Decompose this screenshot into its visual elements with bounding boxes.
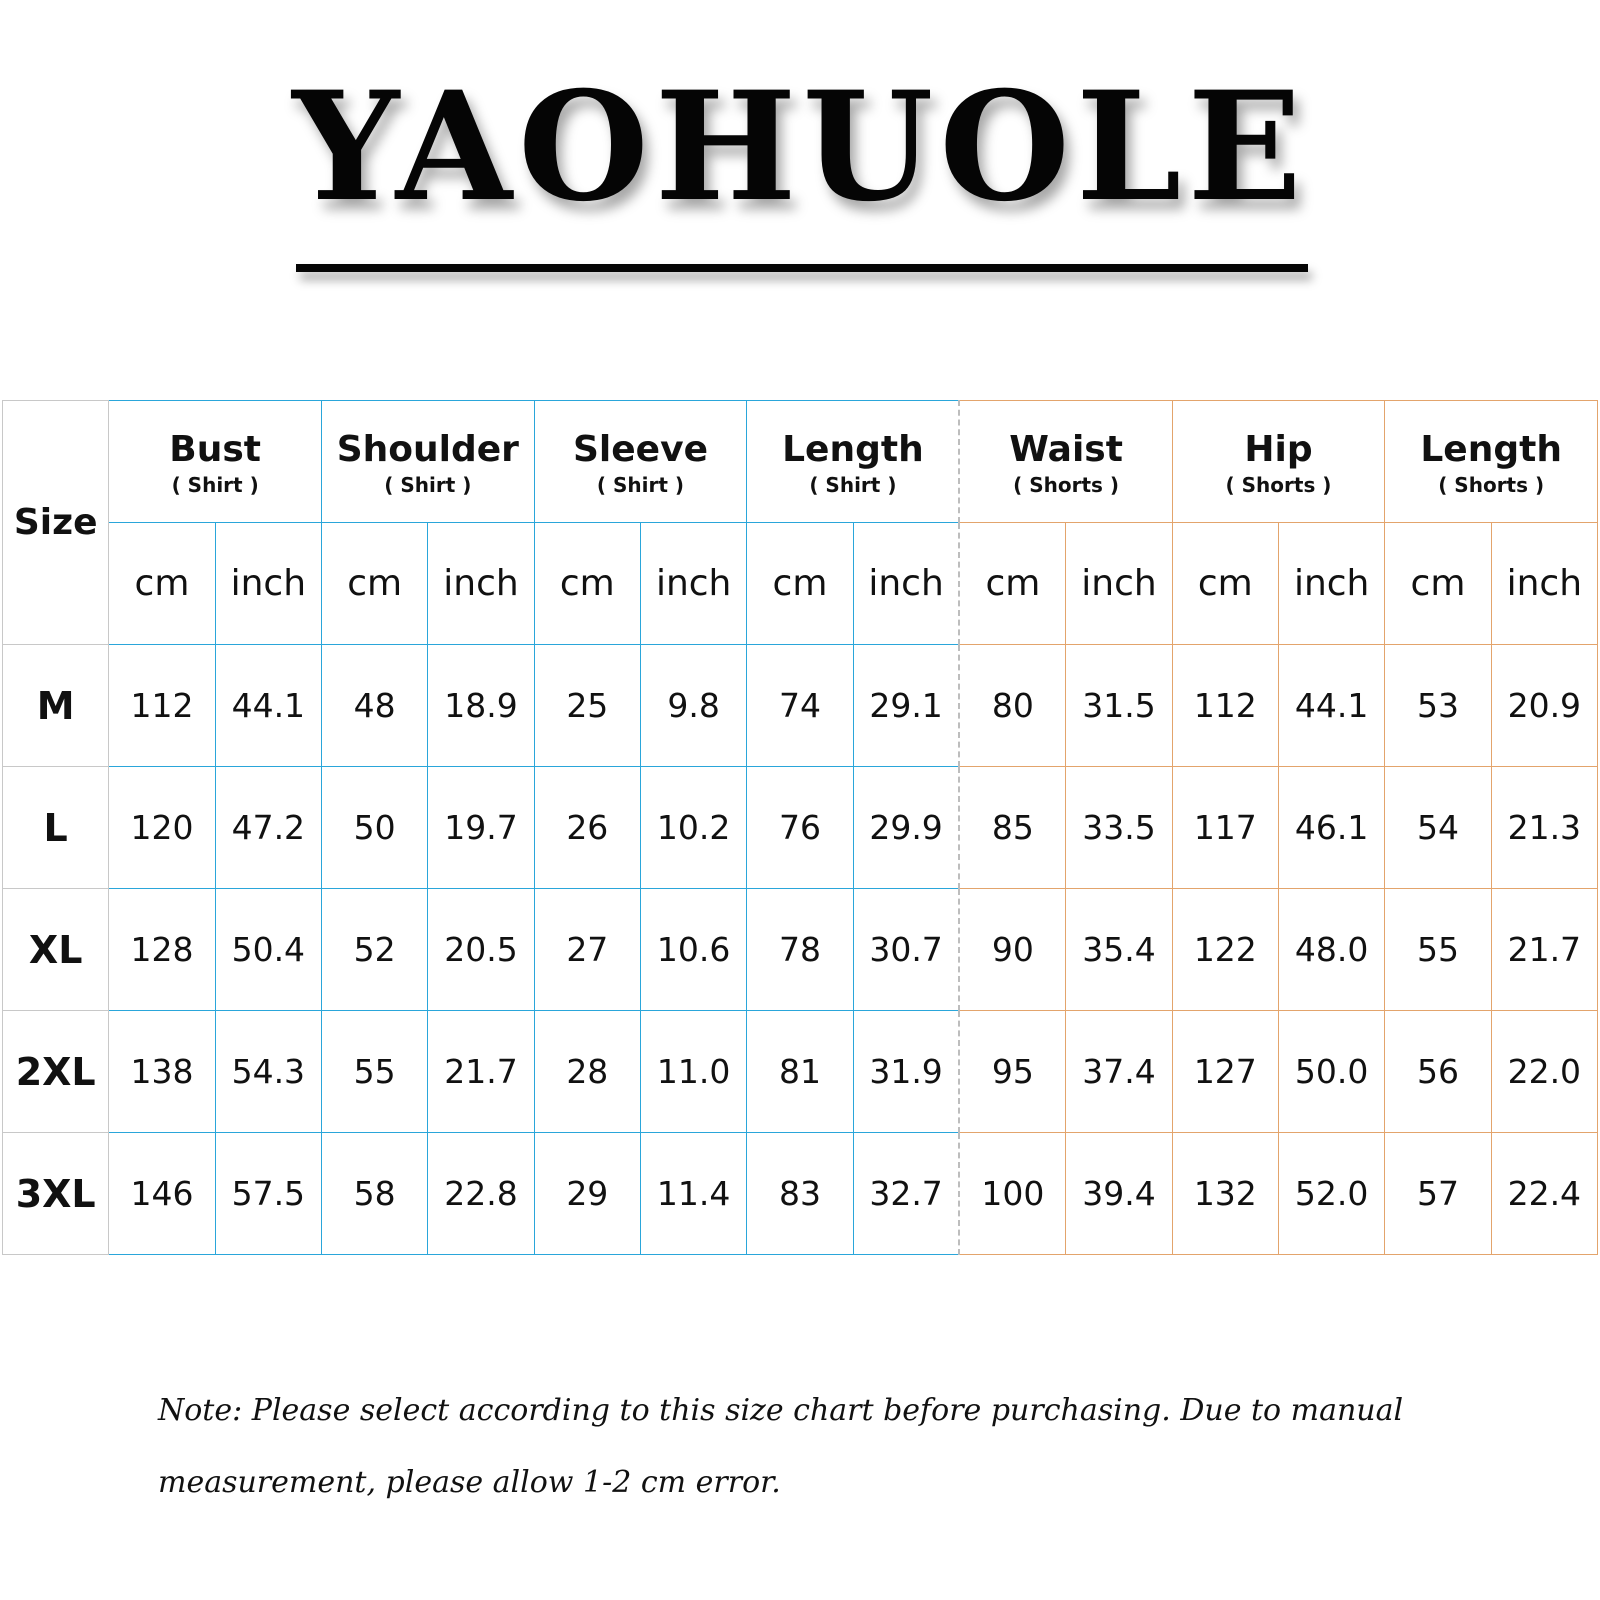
table-cell: 18.9: [428, 645, 534, 767]
unit-header-inch: inch: [1066, 523, 1172, 645]
table-cell: 11.0: [640, 1011, 746, 1133]
table-cell: 53: [1385, 645, 1491, 767]
table-row: [3, 1133, 1598, 1255]
table-cell: 76: [747, 767, 853, 889]
table-cell: 30.7: [853, 889, 959, 1011]
unit-header-row: [3, 523, 1598, 645]
table-cell: 37.4: [1066, 1011, 1172, 1133]
group-title: Shoulder: [336, 428, 519, 470]
table-cell: 48.0: [1278, 889, 1384, 1011]
table-cell: 57: [1385, 1133, 1491, 1255]
group-subtitle: ( Shorts ): [1013, 472, 1120, 497]
table-cell: 55: [321, 1011, 427, 1133]
table-cell: 74: [747, 645, 853, 767]
table-cell: 29: [534, 1133, 640, 1255]
table-cell: 57.5: [215, 1133, 321, 1255]
size-label: 3XL: [3, 1133, 109, 1255]
table-cell: 28: [534, 1011, 640, 1133]
table-cell: 31.9: [853, 1011, 959, 1133]
table-cell: 127: [1172, 1011, 1278, 1133]
group-title: Waist: [1009, 428, 1123, 470]
table-cell: 146: [109, 1133, 215, 1255]
table-cell: 44.1: [215, 645, 321, 767]
table-cell: 78: [747, 889, 853, 1011]
table-cell: 52.0: [1278, 1133, 1384, 1255]
group-title: Sleeve: [573, 428, 708, 470]
table-cell: 10.6: [640, 889, 746, 1011]
unit-header-cm: cm: [534, 523, 640, 645]
table-cell: 10.2: [640, 767, 746, 889]
group-subtitle: ( Shorts ): [1438, 472, 1545, 497]
note-text: Note: Please select according to this size chart before purchasing. Due to manual measurement, please allow 1-2 cm error.: [158, 1393, 1404, 1500]
table-cell: 31.5: [1066, 645, 1172, 767]
table-cell: 55: [1385, 889, 1491, 1011]
table-cell: 26: [534, 767, 640, 889]
group-title: Bust: [169, 428, 262, 470]
table-cell: 29.1: [853, 645, 959, 767]
size-table-body: [3, 645, 1598, 1255]
group-header-row: [3, 401, 1598, 523]
table-cell: 22.0: [1491, 1011, 1597, 1133]
unit-header-inch: inch: [428, 523, 534, 645]
table-cell: 21.7: [428, 1011, 534, 1133]
table-cell: 50: [321, 767, 427, 889]
table-cell: 22.4: [1491, 1133, 1597, 1255]
table-cell: 54: [1385, 767, 1491, 889]
group-subtitle: ( Shirt ): [809, 472, 897, 497]
table-cell: 50.4: [215, 889, 321, 1011]
table-cell: 35.4: [1066, 889, 1172, 1011]
table-cell: 83: [747, 1133, 853, 1255]
table-cell: 138: [109, 1011, 215, 1133]
table-cell: 20.5: [428, 889, 534, 1011]
group-header-bust: [109, 401, 322, 523]
group-title: Hip: [1244, 428, 1313, 470]
table-cell: 44.1: [1278, 645, 1384, 767]
table-cell: 52: [321, 889, 427, 1011]
unit-header-cm: cm: [959, 523, 1065, 645]
table-cell: 85: [959, 767, 1065, 889]
table-row: [3, 1011, 1598, 1133]
group-header-shirt-length: [747, 401, 960, 523]
unit-header-cm: cm: [747, 523, 853, 645]
table-cell: 58: [321, 1133, 427, 1255]
table-cell: 122: [1172, 889, 1278, 1011]
group-subtitle: ( Shorts ): [1225, 472, 1332, 497]
table-cell: 90: [959, 889, 1065, 1011]
table-row: [3, 645, 1598, 767]
unit-header-cm: cm: [109, 523, 215, 645]
unit-header-inch: inch: [853, 523, 959, 645]
table-cell: 46.1: [1278, 767, 1384, 889]
table-cell: 54.3: [215, 1011, 321, 1133]
table-cell: 56: [1385, 1011, 1491, 1133]
table-cell: 48: [321, 645, 427, 767]
table-cell: 47.2: [215, 767, 321, 889]
table-cell: 27: [534, 889, 640, 1011]
table-cell: 39.4: [1066, 1133, 1172, 1255]
size-label: 2XL: [3, 1011, 109, 1133]
table-cell: 29.9: [853, 767, 959, 889]
unit-header-inch: inch: [1278, 523, 1384, 645]
table-row: [3, 767, 1598, 889]
brand-title: YAOHUOLE: [292, 59, 1308, 235]
table-cell: 132: [1172, 1133, 1278, 1255]
group-title: Length: [1420, 428, 1562, 470]
table-cell: 81: [747, 1011, 853, 1133]
table-cell: 32.7: [853, 1133, 959, 1255]
table-cell: 120: [109, 767, 215, 889]
unit-header-inch: inch: [1491, 523, 1597, 645]
group-subtitle: ( Shirt ): [596, 472, 685, 497]
size-column-header: Size: [3, 401, 109, 645]
table-cell: 117: [1172, 767, 1278, 889]
table-cell: 80: [959, 645, 1065, 767]
table-row: [3, 889, 1598, 1011]
unit-header-cm: cm: [321, 523, 427, 645]
unit-header-inch: inch: [215, 523, 321, 645]
group-header-shorts-length: [1385, 401, 1598, 523]
table-cell: 100: [959, 1133, 1065, 1255]
size-label: L: [3, 767, 109, 889]
unit-header-inch: inch: [640, 523, 746, 645]
group-header-waist: [959, 401, 1172, 523]
table-cell: 19.7: [428, 767, 534, 889]
group-header-sleeve: [534, 401, 747, 523]
group-header-shoulder: [321, 401, 534, 523]
table-cell: 21.7: [1491, 889, 1597, 1011]
size-chart-table: [2, 400, 1598, 1255]
table-cell: 9.8: [640, 645, 746, 767]
size-label: XL: [3, 889, 109, 1011]
size-label: M: [3, 645, 109, 767]
table-cell: 22.8: [428, 1133, 534, 1255]
table-cell: 112: [1172, 645, 1278, 767]
table-cell: 11.4: [640, 1133, 746, 1255]
brand-underline: [296, 264, 1308, 272]
table-cell: 21.3: [1491, 767, 1597, 889]
table-cell: 128: [109, 889, 215, 1011]
table-cell: 50.0: [1278, 1011, 1384, 1133]
unit-header-cm: cm: [1172, 523, 1278, 645]
group-title: Length: [782, 428, 924, 470]
table-cell: 112: [109, 645, 215, 767]
table-cell: 25: [534, 645, 640, 767]
group-header-hip: [1172, 401, 1385, 523]
table-cell: 20.9: [1491, 645, 1597, 767]
group-subtitle: ( Shirt ): [171, 472, 259, 497]
table-cell: 33.5: [1066, 767, 1172, 889]
unit-header-cm: cm: [1385, 523, 1491, 645]
group-subtitle: ( Shirt ): [384, 472, 472, 497]
table-cell: 95: [959, 1011, 1065, 1133]
